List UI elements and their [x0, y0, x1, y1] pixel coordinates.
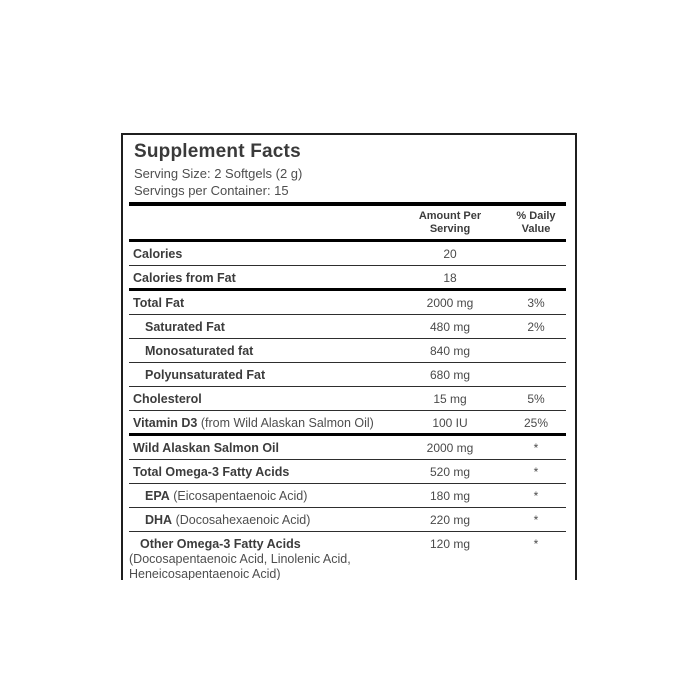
table-row	[129, 532, 566, 580]
row-name-bold: Polyunsaturated Fat	[145, 368, 266, 382]
row-name-bold: Calories	[133, 247, 183, 261]
row-amount-value: 220 mg	[429, 513, 471, 527]
row-daily-value	[506, 266, 566, 271]
row-amount-value: 840 mg	[429, 344, 471, 358]
row-name-cell	[129, 339, 394, 361]
label-title: Supplement Facts	[134, 141, 301, 162]
row-daily-value: 2%	[527, 320, 545, 334]
row-name-cell	[129, 532, 394, 580]
row-name-line	[129, 513, 394, 528]
row-name-bold: DHA	[145, 513, 173, 527]
row-name-cell	[129, 315, 394, 337]
table-row	[129, 411, 566, 436]
row-name-line	[129, 537, 394, 552]
row-amount-value: 2000 mg	[426, 296, 474, 310]
row-daily-value: 25%	[523, 416, 549, 430]
row-name-line	[129, 344, 394, 359]
table-row	[129, 242, 566, 266]
row-name-line	[129, 296, 394, 311]
row-amount-value: 20	[443, 247, 457, 261]
row-name-cell	[129, 508, 394, 530]
row-amount-value: 15 mg	[433, 392, 467, 406]
row-name-bold: Calories from Fat	[133, 271, 236, 285]
row-name-bold: Total Fat	[133, 296, 185, 310]
table-row	[129, 436, 566, 460]
row-amount-value: 520 mg	[429, 465, 471, 479]
row-name-cell	[129, 242, 394, 264]
row-daily-value: *	[533, 537, 539, 551]
column-header-amount-per-serving: Amount Per Serving	[418, 209, 482, 235]
row-amount-value: 2000 mg	[426, 441, 474, 455]
row-name-bold: Cholesterol	[133, 392, 202, 406]
table-header-row	[129, 206, 566, 239]
row-name-cell	[129, 266, 394, 288]
table-row	[129, 315, 566, 339]
row-name-line	[129, 271, 394, 286]
row-name-bold: Vitamin D3	[133, 416, 198, 430]
row-name-cell	[129, 291, 394, 313]
row-name-regular: (Eicosapentaenoic Acid)	[169, 489, 308, 503]
row-name-line	[129, 392, 394, 407]
row-name-bold: Saturated Fat	[145, 320, 225, 334]
serving-size-text: Serving Size: 2 Softgels (2 g)	[134, 166, 303, 181]
row-amount-value: 120 mg	[429, 537, 471, 551]
row-amount-value: 18	[443, 271, 457, 285]
row-name-subline: (Docosapentaenoic Acid, Linolenic Acid,	[129, 552, 351, 566]
row-name-bold: EPA	[145, 489, 170, 503]
row-name-cell	[129, 460, 394, 482]
facts-rows	[129, 242, 566, 580]
row-name-line	[129, 416, 394, 431]
row-daily-value	[506, 363, 566, 368]
table-row	[129, 266, 566, 291]
row-name-line	[129, 368, 394, 383]
row-name-subline: Heneicosapentaenoic Acid)	[129, 567, 281, 580]
row-name-cell	[129, 484, 394, 506]
row-name-regular: (Docosahexaenoic Acid)	[172, 513, 311, 527]
row-daily-value: 3%	[527, 296, 545, 310]
row-amount-value: 680 mg	[429, 368, 471, 382]
table-row	[129, 484, 566, 508]
row-daily-value: *	[533, 489, 539, 503]
row-name-line	[129, 320, 394, 335]
row-name-cell	[129, 387, 394, 409]
row-amount-value: 180 mg	[429, 489, 471, 503]
row-name-bold: Wild Alaskan Salmon Oil	[133, 441, 279, 455]
row-name-line	[129, 465, 394, 480]
row-name-cell	[129, 436, 394, 458]
row-name-cell	[129, 411, 394, 433]
row-name-line	[129, 441, 394, 456]
row-name-line	[129, 247, 394, 262]
row-daily-value: *	[533, 513, 539, 527]
row-daily-value	[506, 339, 566, 344]
row-name-bold: Other Omega-3 Fatty Acids	[140, 537, 301, 551]
column-header-daily-value: % Daily Value	[516, 209, 556, 235]
row-name-bold: Monosaturated fat	[145, 344, 254, 358]
table-row	[129, 460, 566, 484]
table-row	[129, 363, 566, 387]
row-name-regular: (from Wild Alaskan Salmon Oil)	[197, 416, 374, 430]
row-daily-value	[506, 242, 566, 247]
supplement-facts-label	[121, 133, 577, 580]
table-row	[129, 387, 566, 411]
table-row	[129, 339, 566, 363]
row-amount-value: 100 IU	[432, 416, 468, 430]
row-daily-value: *	[533, 465, 539, 479]
table-row	[129, 508, 566, 532]
servings-per-container-text: Servings per Container: 15	[134, 183, 289, 198]
row-daily-value: 5%	[527, 392, 545, 406]
table-row	[129, 291, 566, 315]
row-amount-value: 480 mg	[429, 320, 471, 334]
row-name-bold: Total Omega-3 Fatty Acids	[133, 465, 290, 479]
row-daily-value: *	[533, 441, 539, 455]
row-name-cell	[129, 363, 394, 385]
row-name-line	[129, 489, 394, 504]
